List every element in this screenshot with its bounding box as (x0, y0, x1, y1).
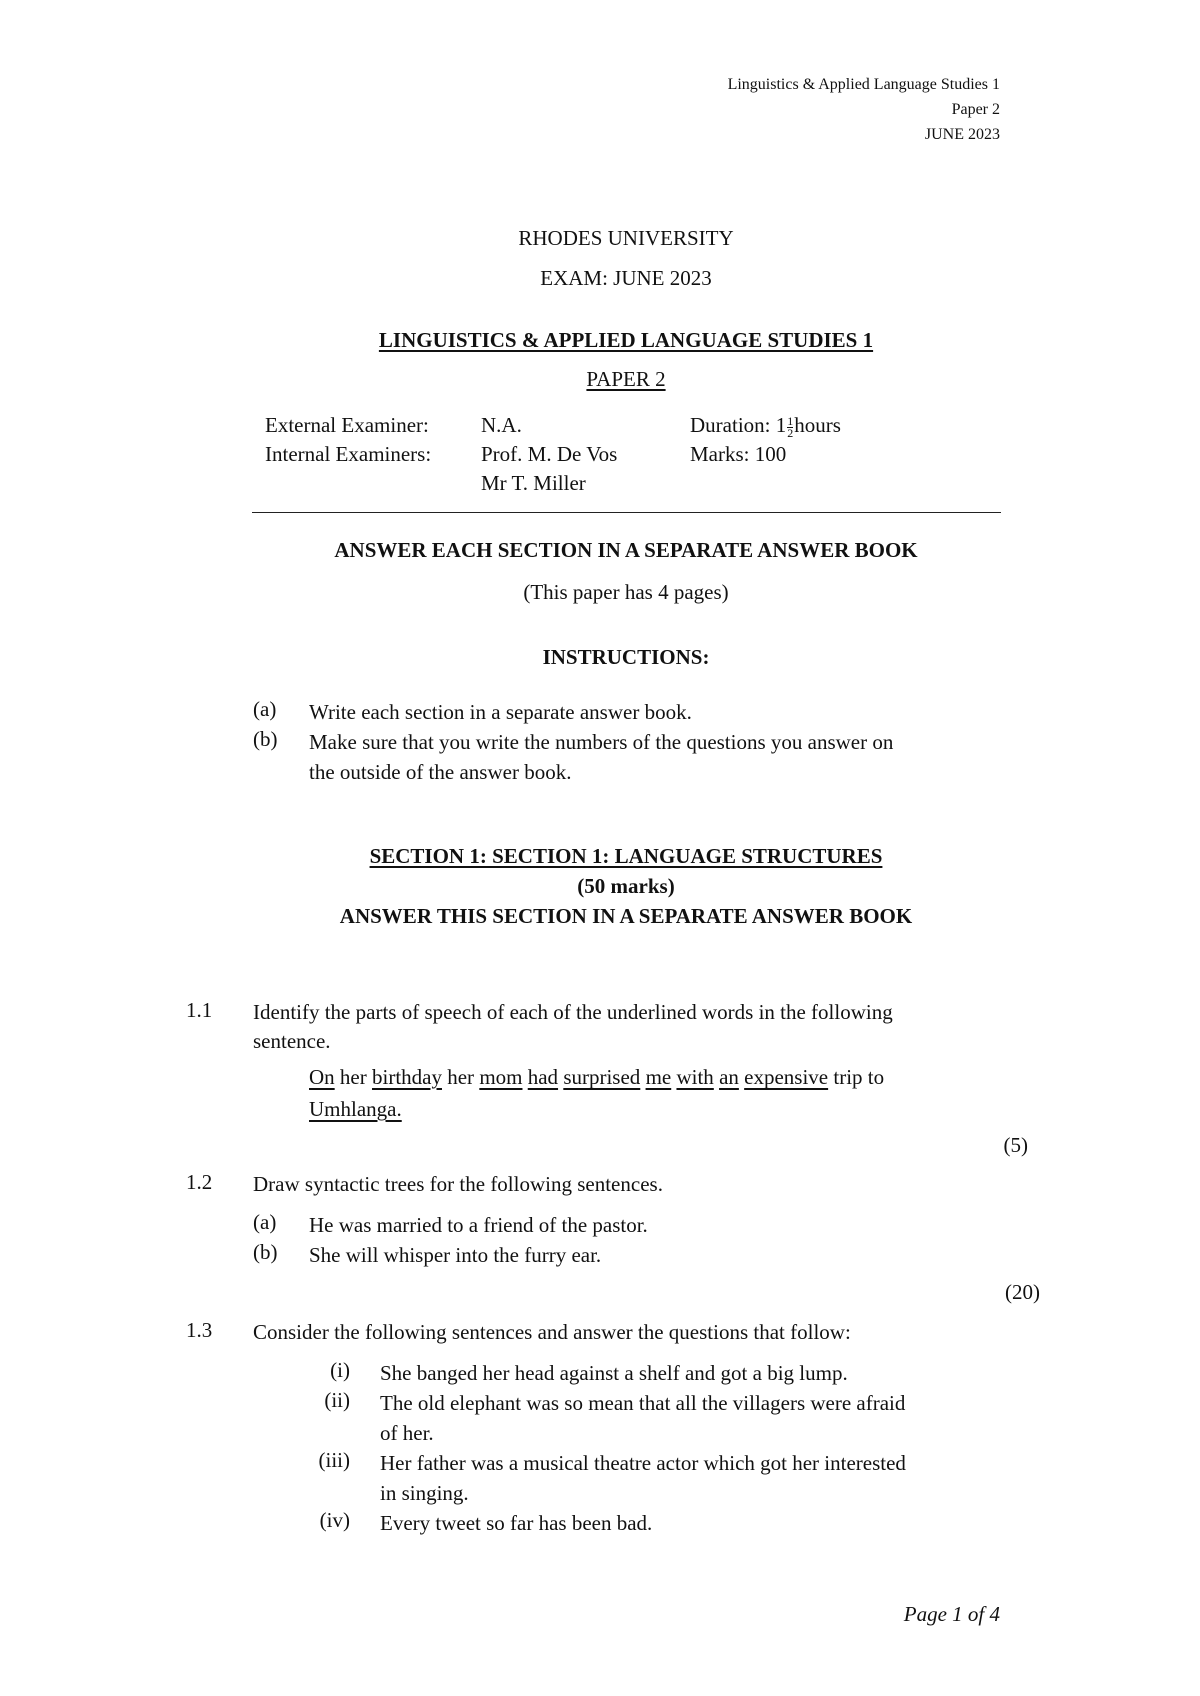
question-1-2-b-label: (b) (253, 1240, 278, 1264)
page-number: Page 1 of 4 (903, 1602, 1000, 1626)
sentence-word: me (645, 1065, 672, 1089)
duration-unit: hours (794, 413, 841, 437)
instruction-b-text: Make sure that you write the numbers of the questions you answer on the outside of the answer book. (309, 730, 894, 784)
sentence-word: to (867, 1065, 885, 1089)
internal-examiners-label: Internal Examiners: (265, 442, 432, 466)
sentence-word: surprised (563, 1065, 641, 1089)
sentence-word: Umhlanga. (309, 1097, 402, 1121)
question-1-1-number: 1.1 (186, 998, 213, 1022)
header-date: JUNE 2023 (924, 126, 1000, 143)
sentence-word: expensive (744, 1065, 829, 1089)
examiner-values (481, 411, 617, 498)
section-subheading: ANSWER THIS SECTION IN A SEPARATE ANSWER BOOK (339, 904, 913, 928)
duration-fraction: $\frac{1}{2}$ (787, 413, 794, 440)
instructions-heading: INSTRUCTIONS: (542, 645, 710, 669)
sentence-word: had (527, 1065, 559, 1089)
header-course: Linguistics & Applied Language Studies 1 (727, 76, 1000, 93)
question-1-2-marks: (20) (1005, 1280, 1040, 1304)
divider (252, 512, 1001, 513)
duration (690, 411, 841, 440)
page-count-note: (This paper has 4 pages) (523, 580, 729, 604)
internal-examiner-2: Mr T. Miller (481, 471, 586, 495)
question-1-3-iv-text: Every tweet so far has been bad. (380, 1511, 653, 1535)
section-marks: (50 marks) (577, 874, 675, 898)
external-examiner-label: External Examiner: (265, 413, 429, 437)
answer-each-notice: ANSWER EACH SECTION IN A SEPARATE ANSWER BOOK (334, 538, 918, 562)
question-1-3-number: 1.3 (186, 1318, 213, 1342)
header-paper: Paper 2 (951, 101, 1000, 118)
question-1-3-iii-label: (iii) (318, 1448, 350, 1472)
running-header (728, 72, 1000, 147)
question-1-2-b-text: She will whisper into the furry ear. (309, 1243, 602, 1267)
question-1-3-text: Consider the following sentences and answer the questions that follow: (253, 1320, 851, 1344)
sentence-word: mom (479, 1065, 523, 1089)
sentence-word: her (339, 1065, 367, 1089)
sentence-word: birthday (372, 1065, 442, 1089)
question-1-3-i-text: She banged her head against a shelf and got a big lump. (380, 1361, 848, 1385)
question-1-3-iv-label: (iv) (319, 1508, 350, 1532)
question-1-3-ii-label: (ii) (324, 1388, 350, 1412)
sentence-word: On (309, 1065, 335, 1089)
duration-label: Duration: 1 (690, 413, 787, 437)
university-name: RHODES UNIVERSITY (518, 226, 734, 250)
external-examiner-value: N.A. (481, 413, 522, 437)
question-1-3-i-label: (i) (330, 1358, 350, 1382)
sentence-word: her (447, 1065, 475, 1089)
question-1-2-a-text: He was married to a friend of the pastor. (309, 1213, 648, 1237)
question-1-3-iii-text: Her father was a musical theatre actor which got her interested in singing. (380, 1451, 906, 1505)
question-1-2-a-label: (a) (253, 1210, 277, 1234)
instruction-b-label: (b) (253, 727, 278, 751)
question-1-2-number: 1.2 (186, 1170, 213, 1194)
examiner-labels (265, 411, 431, 469)
instruction-a-text: Write each section in a separate answer book. (309, 700, 692, 724)
question-1-3-ii-text: The old elephant was so mean that all the villagers were afraid of her. (380, 1391, 906, 1445)
exam-title: EXAM: JUNE 2023 (540, 266, 712, 290)
question-1-1-marks: (5) (1003, 1133, 1028, 1157)
instruction-a-label: (a) (253, 697, 277, 721)
sentence-word: trip (833, 1065, 863, 1089)
section-heading: SECTION 1: SECTION 1: LANGUAGE STRUCTURES (369, 844, 883, 868)
internal-examiner-1: Prof. M. De Vos (481, 442, 618, 466)
question-1-1-sentence (309, 1061, 1003, 1125)
question-1-2-text: Draw syntactic trees for the following sentences. (253, 1172, 663, 1196)
sentence-word: with (676, 1065, 714, 1089)
sentence-word: an (719, 1065, 739, 1089)
exam-meta (690, 411, 841, 469)
course-title: LINGUISTICS & APPLIED LANGUAGE STUDIES 1 (378, 328, 874, 352)
question-1-1-text: Identify the parts of speech of each of the underlined words in the following sentence. (253, 1000, 893, 1053)
paper-title: PAPER 2 (586, 367, 666, 391)
total-marks: Marks: 100 (690, 442, 787, 466)
